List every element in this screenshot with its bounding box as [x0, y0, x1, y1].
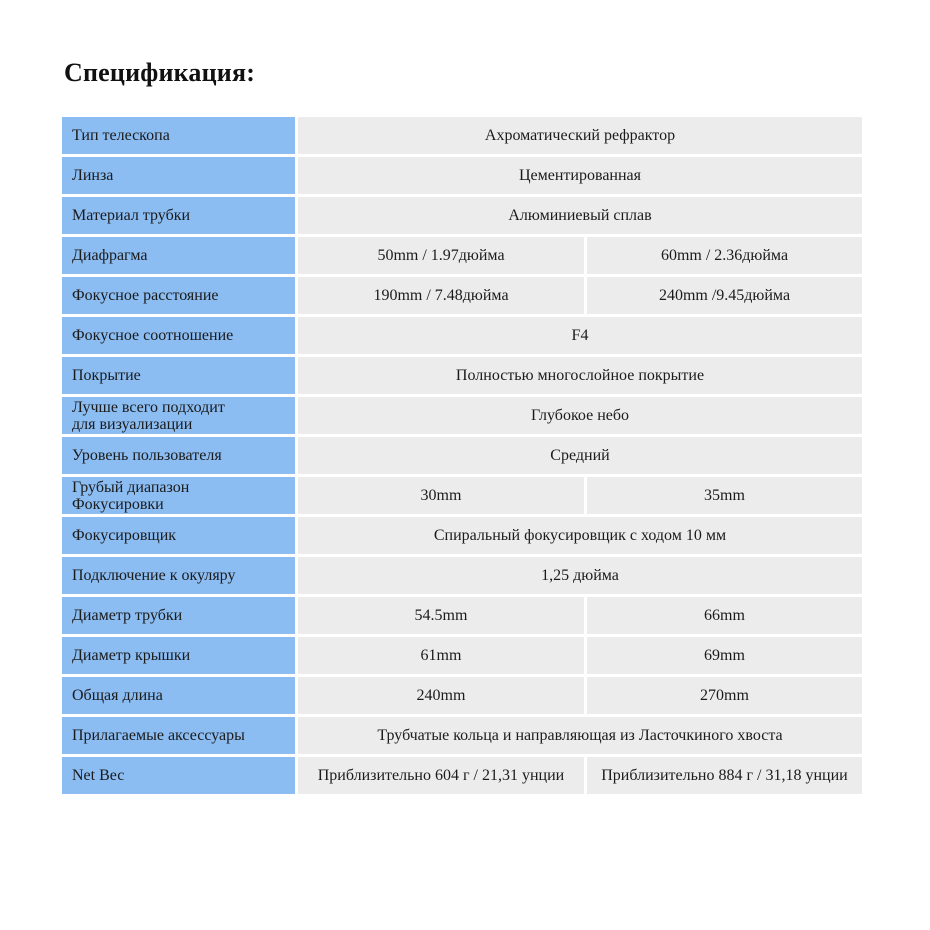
spec-label: Покрытие	[62, 357, 295, 394]
spec-value: Полностью многослойное покрытие	[298, 357, 862, 394]
spec-value: Глубокое небо	[298, 397, 862, 434]
spec-label	[62, 477, 295, 514]
spec-label-line: Грубый диапазон	[72, 478, 190, 496]
spec-row	[62, 757, 862, 794]
spec-row	[62, 477, 862, 514]
spec-label: Net Вес	[62, 757, 295, 794]
spec-label: Фокусное соотношение	[62, 317, 295, 354]
spec-label: Фокусировщик	[62, 517, 295, 554]
spec-row	[62, 357, 862, 394]
spec-row	[62, 437, 862, 474]
spec-label: Общая длина	[62, 677, 295, 714]
spec-label: Диаметр трубки	[62, 597, 295, 634]
spec-row	[62, 637, 862, 674]
spec-row	[62, 277, 862, 314]
spec-value: Трубчатые кольца и направляющая из Ласточкиного хвоста	[298, 717, 862, 754]
spec-value-60mm: 60mm / 2.36дюйма	[587, 237, 862, 274]
spec-value-50mm: Приблизительно 604 г / 21,31 унции	[298, 757, 584, 794]
spec-label-line: Фокусировки	[72, 495, 164, 513]
page-title: Спецификация:	[64, 58, 256, 87]
spec-label: Диаметр крышки	[62, 637, 295, 674]
spec-label	[62, 397, 295, 434]
spec-label-line: Лучше всего подходит	[72, 398, 225, 416]
spec-value: Цементированная	[298, 157, 862, 194]
spec-row	[62, 157, 862, 194]
spec-row	[62, 677, 862, 714]
spec-row	[62, 117, 862, 154]
spec-value: 1,25 дюйма	[298, 557, 862, 594]
spec-row	[62, 317, 862, 354]
spec-value-60mm: Приблизительно 884 г / 31,18 унции	[587, 757, 862, 794]
spec-value-60mm: 66mm	[587, 597, 862, 634]
spec-row	[62, 557, 862, 594]
spec-value-60mm: 270mm	[587, 677, 862, 714]
spec-value: Спиральный фокусировщик с ходом 10 мм	[298, 517, 862, 554]
spec-row	[62, 517, 862, 554]
spec-value-60mm: 69mm	[587, 637, 862, 674]
spec-value: Алюминиевый сплав	[298, 197, 862, 234]
spec-value-50mm: 190mm / 7.48дюйма	[298, 277, 584, 314]
spec-value-60mm: 240mm /9.45дюйма	[587, 277, 862, 314]
spec-row	[62, 197, 862, 234]
spec-label: Фокусное расстояние	[62, 277, 295, 314]
spec-label: Прилагаемые аксессуары	[62, 717, 295, 754]
spec-row	[62, 237, 862, 274]
spec-value-50mm: 50mm / 1.97дюйма	[298, 237, 584, 274]
spec-value-50mm: 240mm	[298, 677, 584, 714]
spec-value: Средний	[298, 437, 862, 474]
spec-label: Материал трубки	[62, 197, 295, 234]
spec-value-50mm: 61mm	[298, 637, 584, 674]
spec-value-50mm: 30mm	[298, 477, 584, 514]
spec-value-50mm: 54.5mm	[298, 597, 584, 634]
specification-table	[62, 114, 862, 797]
spec-label: Подключение к окуляру	[62, 557, 295, 594]
spec-label-line: для визуализации	[72, 415, 193, 433]
spec-value: Ахроматический рефрактор	[298, 117, 862, 154]
spec-label: Уровень пользователя	[62, 437, 295, 474]
spec-row	[62, 397, 862, 434]
spec-value-60mm: 35mm	[587, 477, 862, 514]
spec-label: Диафрагма	[62, 237, 295, 274]
spec-row	[62, 717, 862, 754]
spec-label: Тип телескопа	[62, 117, 295, 154]
spec-value: F4	[298, 317, 862, 354]
spec-label: Линза	[62, 157, 295, 194]
spec-row	[62, 597, 862, 634]
